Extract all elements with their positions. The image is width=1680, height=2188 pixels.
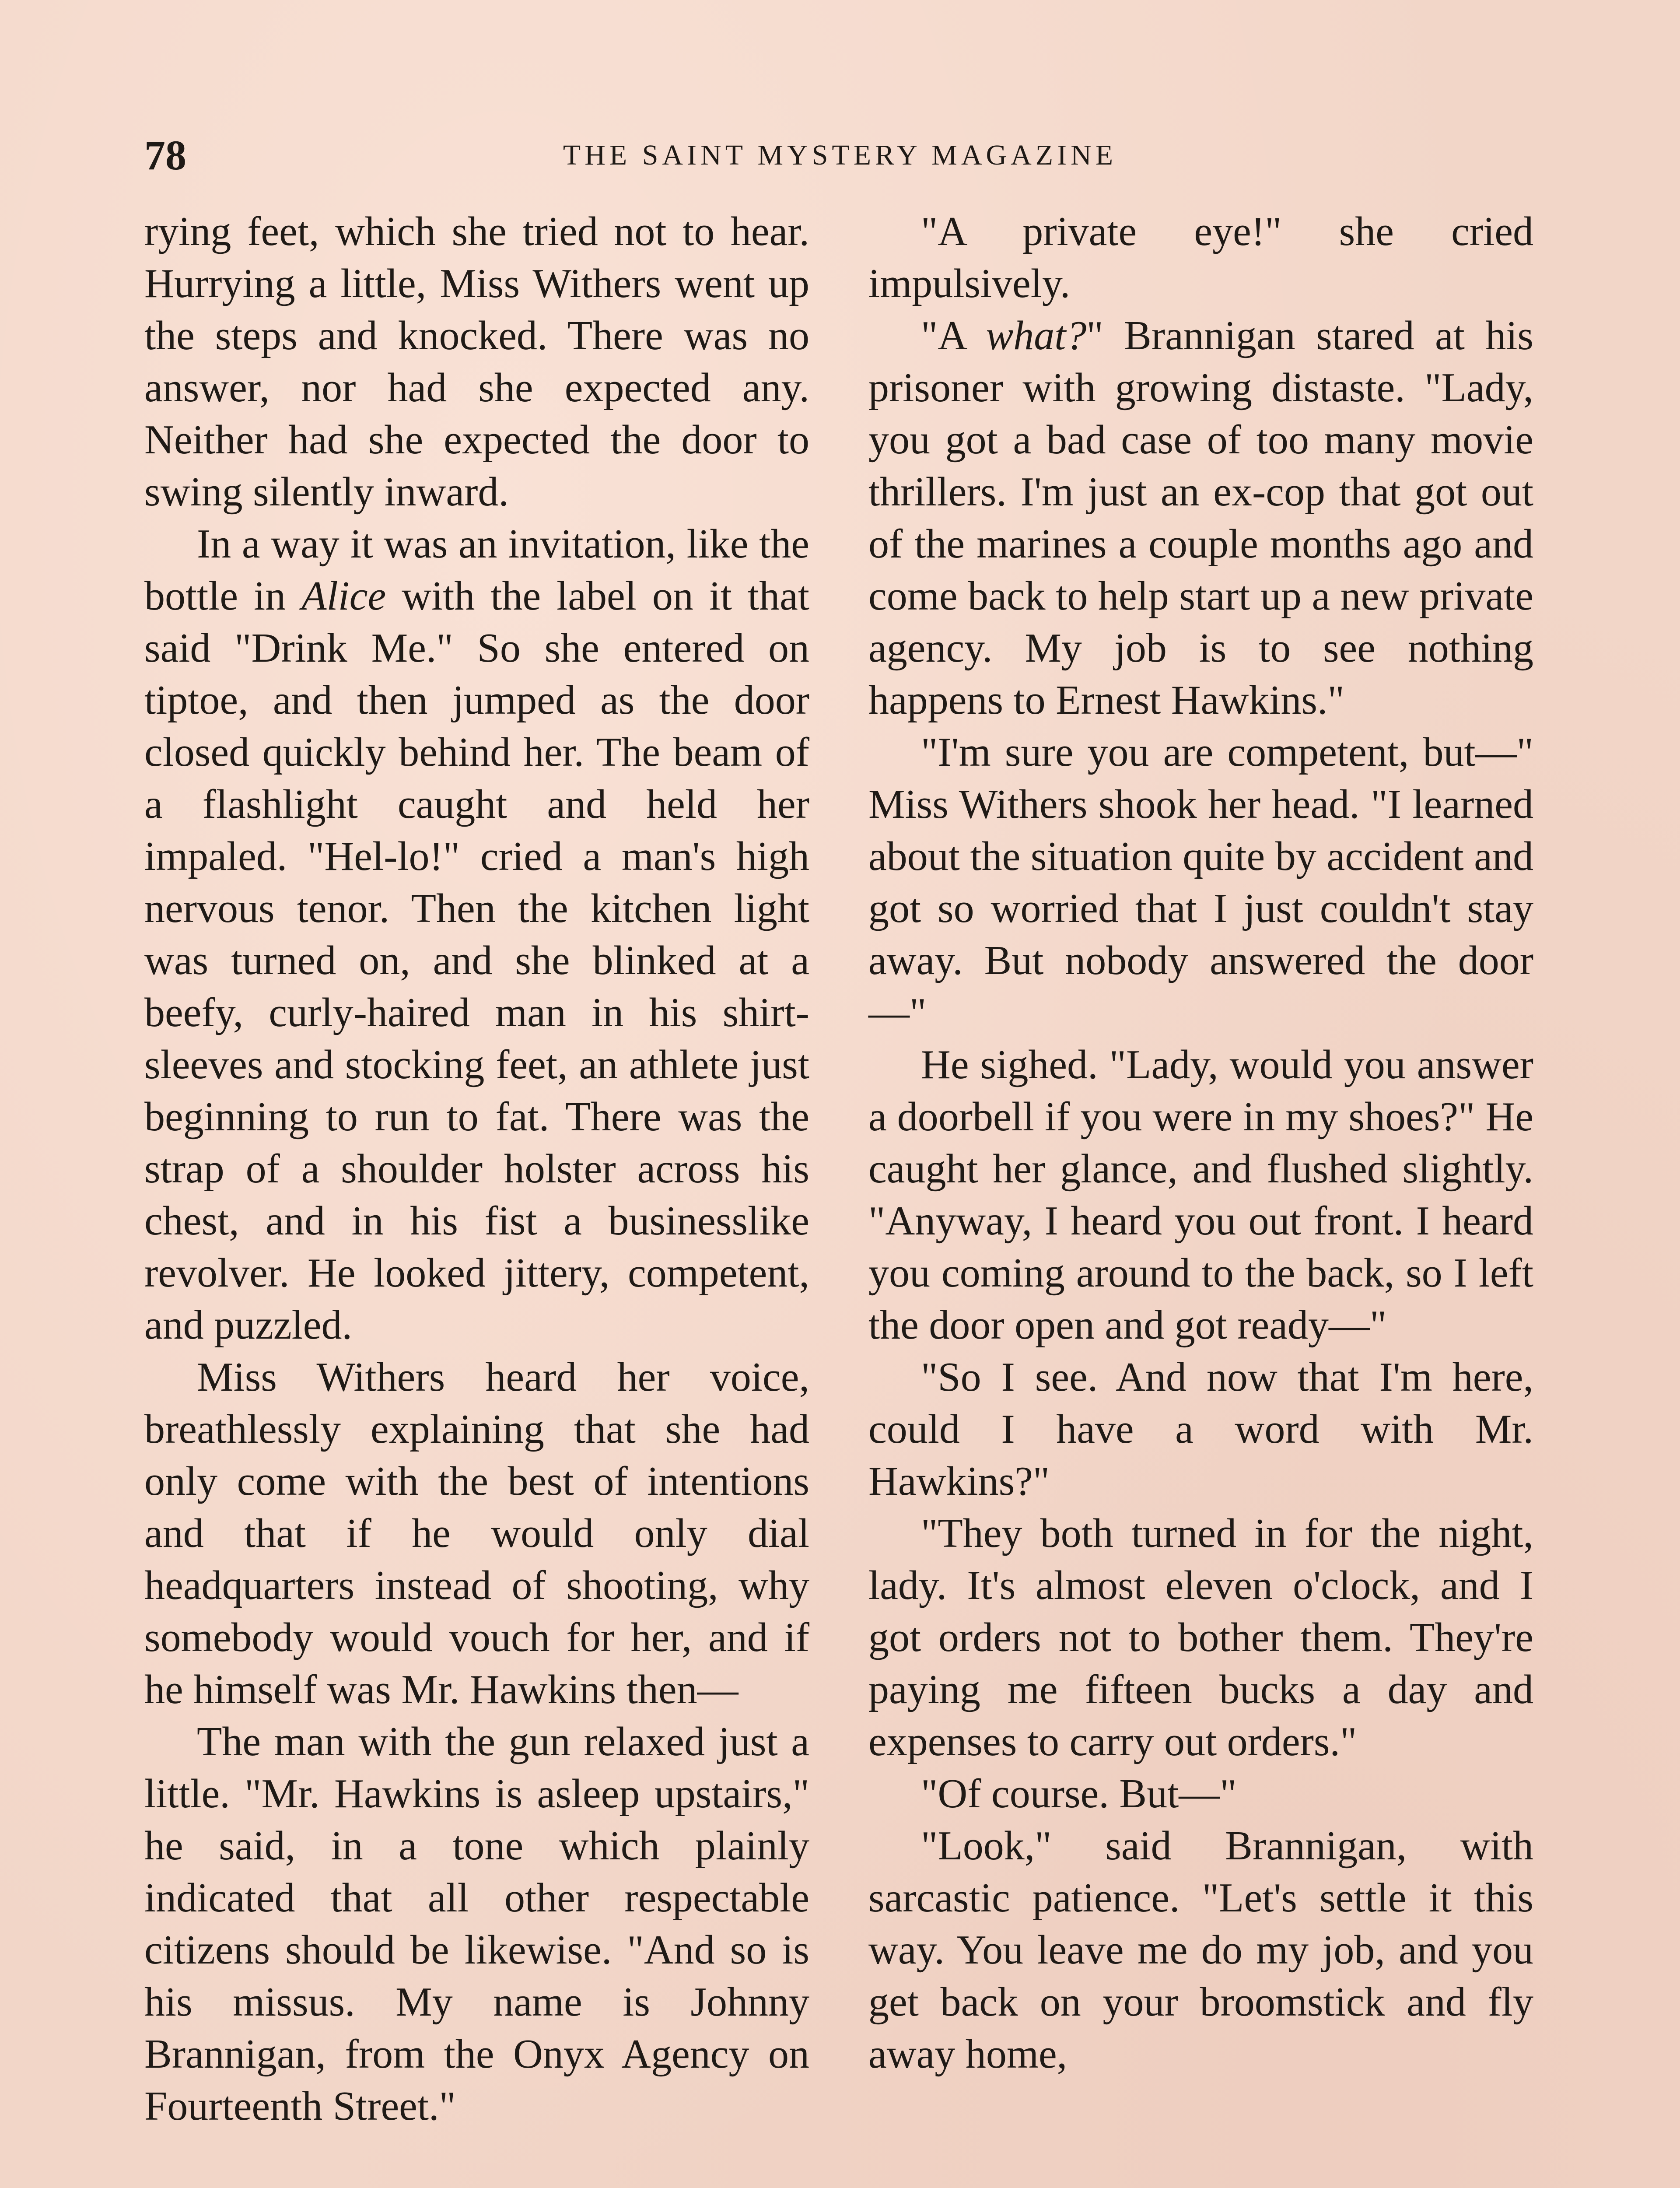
paragraph: "A what?" Brannigan stared at his prisoner with growing distaste. "Lady, you got a bad case of too many movie thrillers. I'm just an ex-cop that got out of the marines a couple months ago and come back to help start up a new private agency. My job is to see nothing happens to Ernest Hawkins." — [868, 313, 1533, 723]
paragraph: "Of course. But—" — [921, 1771, 1237, 1816]
paragraph: "They both turned in for the night, lady. It's almost eleven o'clock, and I got orders not to bother them. They're paying me fifteen bucks a day and expenses to carry out orders." — [868, 1511, 1533, 1764]
italic-word: what? — [986, 313, 1087, 358]
paragraph: The man with the gun relaxed just a little. "Mr. Hawkins is asleep upstairs," he said, in a tone which plainly indicated that all other respectable citizens should be likewise. "And so is his missus. My name is Johnny Brannigan, from the Onyx Agency on Fourteenth Street." — [144, 1719, 809, 2129]
paragraph: "Look," said Brannigan, with sarcastic patience. "Let's settle it this way. You leave me do my job, and you get back on your broomstick and fly away home, — [868, 1823, 1533, 2077]
paragraph: He sighed. "Lady, would you answer a doorbell if you were in my shoes?" He caught her glance, and flushed slightly. "Anyway, I heard you out front. I heard you coming around to the back, so I left the door open and got ready—" — [868, 1042, 1533, 1348]
right-column — [868, 206, 1533, 2080]
running-head: THE SAINT MYSTERY MAGAZINE — [563, 139, 1117, 171]
paragraph: Miss Withers heard her voice, breathlessly explaining that she had only come with the best of intentions and that if he would only dial headquarters instead of shooting, why somebody would vouch for her, and if he himself was Mr. Hawkins then— — [144, 1354, 809, 1712]
paragraph: In a way it was an invitation, like the bottle in Alice with the label on it that said "Drink Me." So she entered on tiptoe, and then jumped as the door closed quickly behind her. The beam of a flashlight caught and held her impaled. "Hel-lo!" cried a man's high nervous tenor. Then the kitchen light was turned on, and she blinked at a beefy, curly-haired man in his shirt-sleeves and stocking feet, an athlete just beginning to run to fat. There was the strap of a shoulder holster across his chest, and in his fist a businesslike revolver. He looked jittery, competent, and puzzled. — [144, 521, 809, 1348]
page-number: 78 — [144, 132, 186, 179]
left-column — [144, 206, 809, 2132]
italic-title: Alice — [301, 573, 386, 619]
paragraph: "A private eye!" she cried impulsively. — [868, 209, 1533, 306]
page-header — [144, 123, 1536, 188]
paragraph: "I'm sure you are competent, but—" Miss Withers shook her head. "I learned about the situation quite by accident and got so worried that I just couldn't stay away. But nobody answered the door—" — [868, 729, 1533, 1035]
paragraph: rying feet, which she tried not to hear. Hurrying a little, Miss Withers went up the steps and knocked. There was no answer, nor had she expected any. Neither had she expected the door to swing silently inward. — [144, 209, 809, 515]
paragraph: "So I see. And now that I'm here, could I have a word with Mr. Hawkins?" — [868, 1354, 1533, 1504]
